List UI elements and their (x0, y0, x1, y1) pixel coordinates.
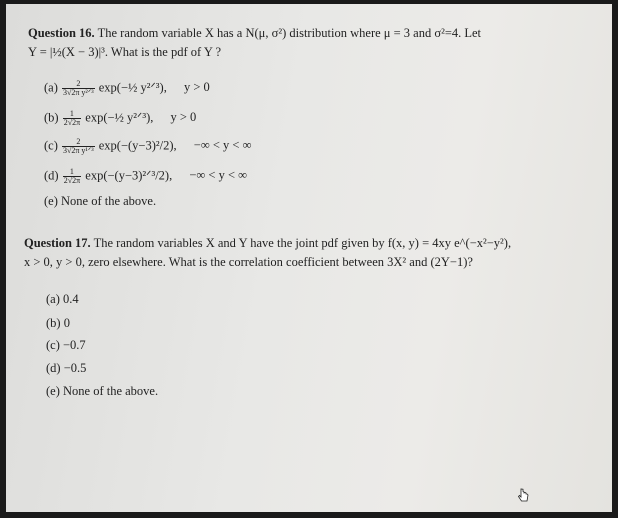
coef-num: 2 (62, 138, 95, 147)
option-text: None of the above. (61, 194, 157, 208)
q16-option-a (44, 80, 210, 97)
option-label: (a) (44, 80, 58, 95)
q17-text-1: The random variables X and Y have the joint pdf given by f(x, y) = 4xy e^(−x²−y²), (93, 236, 512, 250)
q16-text-1: The random variable X has a N(μ, σ²) distribution where μ = 3 and σ²=4. Let (97, 26, 482, 40)
q16-option-e (44, 194, 156, 208)
option-label: (d) (46, 361, 61, 375)
coef-fraction (62, 80, 95, 97)
option-label: (a) (46, 292, 60, 306)
q16-line-2: Y = |½(X − 3)|³. What is the pdf of Y ? (28, 45, 222, 59)
option-text: 0 (63, 316, 70, 330)
coef-den: 3√2π y¹ᐟ³ (63, 146, 94, 155)
option-label: (e) (46, 384, 60, 398)
coef-num: 2 (62, 80, 95, 89)
q17-line-1 (24, 236, 511, 250)
option-text: −0.5 (63, 361, 87, 375)
option-text: None of the above. (63, 384, 159, 398)
q17-option-d (46, 361, 86, 375)
option-expr: exp(−(y−3)²ᐟ³/2), (85, 168, 173, 183)
option-label: (d) (44, 168, 59, 183)
coef-num: 1 (63, 110, 81, 119)
option-label: (c) (46, 338, 60, 352)
document-page (6, 4, 612, 512)
option-text: −0.7 (63, 338, 86, 352)
option-expr: exp(−½ y²ᐟ³), (98, 80, 167, 95)
q17-option-c (46, 338, 86, 352)
coef-num: 1 (63, 168, 81, 177)
q16-line-1 (28, 26, 481, 40)
option-label: (c) (44, 138, 58, 153)
q17-heading: Question 17. (24, 236, 91, 250)
coef-den: 3√2π y²ᐟ³ (63, 88, 94, 97)
q16-option-b (44, 110, 196, 127)
coef-den: 2√2π (63, 118, 81, 127)
q16-option-d (44, 168, 247, 185)
pointer-cursor-icon (518, 488, 530, 502)
q16-heading: Question 16. (28, 26, 95, 40)
q17-option-e (46, 384, 158, 398)
q16-option-c (44, 138, 252, 155)
option-domain: −∞ < y < ∞ (189, 168, 248, 183)
coef-fraction (63, 110, 81, 127)
coef-fraction (63, 168, 81, 185)
option-label: (b) (46, 316, 61, 330)
q17-option-b (46, 316, 70, 330)
option-label: (b) (44, 110, 59, 125)
coef-den: 2√2π (63, 176, 81, 185)
coef-fraction (62, 138, 95, 155)
option-expr: exp(−½ y²ᐟ³), (85, 110, 154, 125)
option-domain: y > 0 (183, 80, 210, 95)
option-label: (e) (44, 194, 58, 208)
option-domain: −∞ < y < ∞ (193, 138, 252, 153)
option-expr: exp(−(y−3)²/2), (98, 138, 177, 153)
q17-option-a (46, 292, 79, 306)
q17-line-2: x > 0, y > 0, zero elsewhere. What is the correlation coefficient between 3X² and (2Y−1)? (24, 255, 473, 269)
option-text: 0.4 (63, 292, 79, 306)
option-domain: y > 0 (170, 110, 197, 125)
